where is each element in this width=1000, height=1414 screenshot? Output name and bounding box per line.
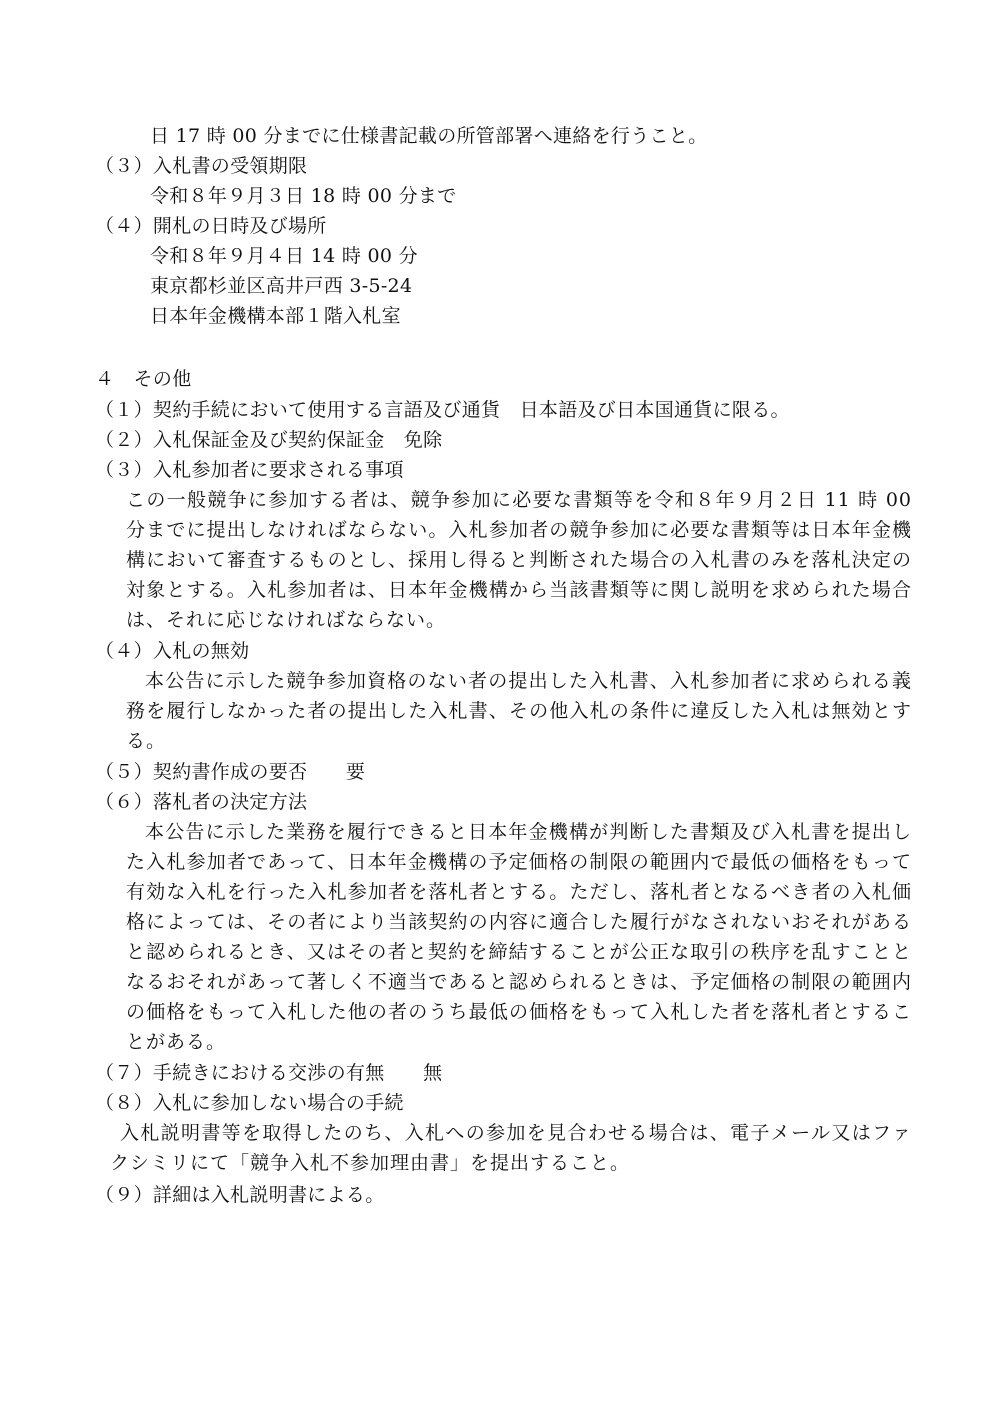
text-line: 日 17 時 00 分までに仕様書記載の所管部署へ連絡を行うこと。 [150,125,708,147]
paragraph: 入札説明書等を取得したのち、入札への参加を見合わせる場合は、電子メール又はファクシミリにて「競争入札不参加理由書」を提出すること。 [110,1122,912,1174]
paragraph: この一般競争に参加する者は、競争参加に必要な書類等を令和８年９月２日 11 時 00 分までに提出しなければならない。入札参加者の競争参加に必要な書類等は日本年金機構において審査するものとし、採用し得ると判断された場合の入札書のみを落札決定の対象とする。入札参加者は、日本年金機構から当該書類等に関し説明を求められた場合は、それに応じなければならない。 [126,489,912,631]
chapter-heading: ４ その他 [95,368,192,390]
section-heading: （３）入札参加者に要求される事項 [95,459,404,481]
section-heading: （３）入札書の受領期限 [95,155,308,177]
text-line: 令和８年９月３日 18 時 00 分まで [150,185,457,207]
section-heading: （９）詳細は入札説明書による。 [95,1184,385,1206]
text-line: 令和８年９月４日 14 時 00 分 [150,245,418,267]
section-heading: （１）契約手続において使用する言語及び通貨 日本語及び日本国通貨に限る。 [95,399,790,421]
section-heading: （８）入札に参加しない場合の手続 [95,1092,404,1114]
text-line: 東京都杉並区高井戸西 3-5-24 [150,275,413,297]
paragraph: 本公告に示した業務を履行できると日本年金機構が判断した書類及び入札書を提出した入札参加者であって、日本年金機構の予定価格の制限の範囲内で最低の価格をもって有効な入札を行った入札参加者を落札者とする。ただし、落札者となるべき者の入札価格によっては、その者により当該契約の内容に適合した履行がなされないおそれがあると認められるとき、又はその者と契約を締結することが公正な取引の秩序を乱すこととなるおそれがあって著しく不適当であると認められるときは、予定価格の制限の範囲内の価格をもって入札した他の者のうち最低の価格をもって入札した者を落札者とすることがある。 [126,821,912,1053]
section-heading: （７）手続きにおける交渉の有無 無 [95,1062,443,1084]
text-line: 日本年金機構本部１階入札室 [150,305,401,327]
paragraph: 本公告に示した競争参加資格のない者の提出した入札書、入札参加者に求められる義務を履行しなかった者の提出した入札書、その他入札の条件に違反した入札は無効とする。 [126,670,912,752]
section-heading: （５）契約書作成の要否 要 [95,761,366,783]
section-heading: （４）入札の無効 [95,640,250,662]
section-heading: （２）入札保証金及び契約保証金 免除 [95,429,443,451]
section-heading: （４）開札の日時及び場所 [95,215,327,237]
section-heading: （６）落札者の決定方法 [95,791,308,813]
